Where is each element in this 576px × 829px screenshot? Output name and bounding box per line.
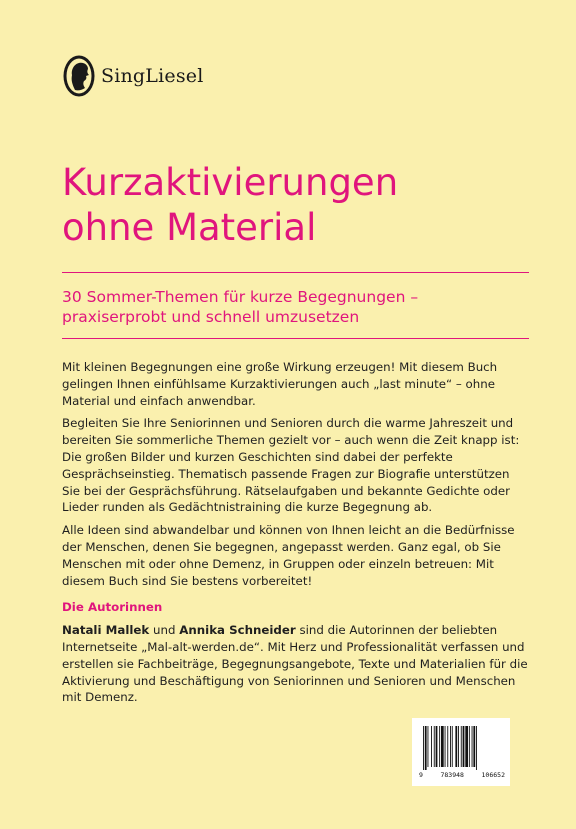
barcode-bars xyxy=(421,726,501,770)
paragraph-adaptable: Alle Ideen sind abwandelbar und können von Ihnen leicht an die Bedürfnisse der Menschen, denen Sie begegnen, angepasst werden. Ganz egal, ob Sie Menschen mit oder ohne Demenz, in Gruppen oder einzeln betreuen: Mit diesem Buch sind Sie bestens vorbereitet! xyxy=(62,523,515,588)
divider-top xyxy=(62,272,529,273)
authors-paragraph xyxy=(62,622,530,706)
subtitle-line-1: 30 Sommer-Themen für kurze Begegnungen – xyxy=(62,288,419,306)
author-name-2: Annika Schneider xyxy=(179,623,296,638)
blurb-text xyxy=(62,359,530,712)
isbn-group-1: 783948 xyxy=(440,771,464,779)
silhouette-icon xyxy=(62,54,96,98)
author-connector: und xyxy=(149,623,180,638)
isbn-group-2: 106652 xyxy=(481,771,505,779)
title-line-2: ohne Material xyxy=(62,206,317,249)
barcode xyxy=(412,718,510,786)
publisher-logo xyxy=(62,54,204,98)
divider-bottom xyxy=(62,338,529,339)
publisher-name: SingLiesel xyxy=(101,65,204,87)
isbn-prefix: 9 xyxy=(419,771,423,779)
subtitle-line-2: praxiserprobt und schnell umzusetzen xyxy=(62,308,360,326)
author-name-1: Natali Mallek xyxy=(62,623,150,638)
isbn-number xyxy=(419,771,505,779)
book-subtitle xyxy=(62,287,532,327)
title-line-1: Kurzaktivierungen xyxy=(62,161,399,204)
authors-heading: Die Autorinnen xyxy=(62,600,163,615)
authors-description: sind die Autorinnen der beliebten Internetseite „Mal-alt-werden.de“. Mit Herz und Professionalität verfassen und erstellen sie Fachbeiträge, Begegnungsangebote, Texte und Materialien für die Aktivierung und Beschäftigung von Seniorinnen und Senioren und Menschen mit Demenz. xyxy=(62,623,528,705)
book-title xyxy=(62,160,398,250)
paragraph-intro: Mit kleinen Begegnungen eine große Wirkung erzeugen! Mit diesem Buch gelingen Ihnen einfühlsame Kurzaktivierungen auch „last minute“ – ohne Material und einfach anwendbar. xyxy=(62,360,498,408)
paragraph-summer: Begleiten Sie Ihre Seniorinnen und Senioren durch die warme Jahreszeit und bereiten Sie sommerliche Themen gezielt vor – auch wenn die Zeit knapp ist: Die großen Bilder und kurzen Geschichten sind dabei der perfekte Gesprächseinstieg. Thematisch passende Fragen zur Biografie unterstützen Sie bei der Gesprächsführung. Rätselaufgaben und bekannte Gedichte oder Lieder runden als Gedächtnistraining die kurze Begegnung ab. xyxy=(62,416,520,515)
